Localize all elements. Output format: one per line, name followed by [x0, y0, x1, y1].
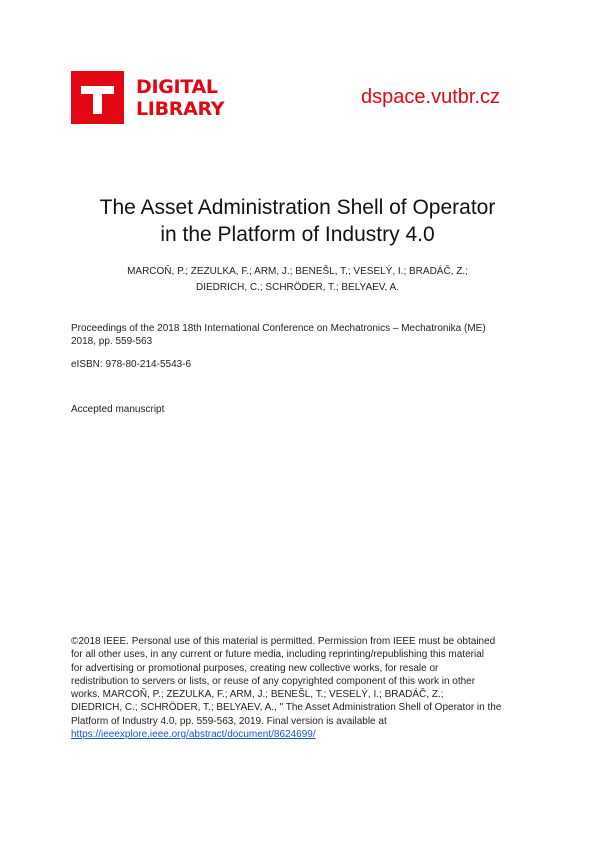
proceedings-info: [71, 322, 486, 348]
proceedings-line-2: 2018, pp. 559-563: [71, 336, 153, 347]
logo-line-digital: DIGITAL: [136, 76, 218, 98]
copyright-line: DIEDRICH, C.; SCHRÖDER, T.; BELYAEV, A., " The Asset Administration Shell of Operator in the: [71, 702, 502, 714]
paper-title-line-1: The Asset Administration Shell of Operator: [99, 196, 496, 219]
copyright-line: Platform of Industry 4.0, pp. 559-563, 2019. Final version is available at: [71, 715, 387, 727]
paper-title-line-2: in the Platform of Industry 4.0: [160, 223, 435, 246]
copyright-line: for advertising or promotional purposes, creating new collective works, for resale or: [71, 662, 439, 674]
authors-line-2: DIEDRICH, C.; SCHRÖDER, T.; BELYAEV, A.: [195, 282, 400, 293]
copyright-notice: [71, 635, 501, 741]
copyright-line: ©2018 IEEE. Personal use of this material is permitted. Permission from IEEE must be obtained: [71, 636, 496, 647]
copyright-line: for all other uses, in any current or future media, including reprinting/republishing this material: [71, 649, 484, 661]
copyright-line: works. MARCOŇ, P.; ZEZULKA, F.; ARM, J.; BENEŠL, T.; VESELÝ, I.; BRADÁČ, Z.;: [71, 689, 444, 701]
proceedings-line-1: Proceedings of the 2018 18th International Conference on Mechatronics – Mechatronika (ME): [71, 323, 486, 334]
vut-logo-icon: [71, 71, 124, 124]
site-url: dspace.vutbr.cz: [361, 86, 500, 108]
manuscript-status-text: Accepted manuscript: [71, 404, 165, 415]
ieee-xplore-link[interactable]: https://ieeexplore.ieee.org/abstract/document/8624699/: [71, 729, 316, 741]
paper-authors: [0, 264, 595, 296]
authors-line-1: MARCOŇ, P.; ZEZULKA, F.; ARM, J.; BENEŠL, T.; VESELÝ, I.; BRADÁČ, Z.;: [127, 266, 468, 277]
eisbn: [71, 358, 191, 371]
logo-line-library: LIBRARY: [136, 98, 225, 120]
manuscript-status: [71, 403, 164, 416]
paper-title: [0, 194, 595, 248]
digital-library-logo: [136, 76, 224, 120]
copyright-line: redistribution to servers or lists, or reuse of any copyrighted component of this work in other: [71, 675, 476, 687]
eisbn-text: eISBN: 978-80-214-5543-6: [71, 359, 192, 370]
